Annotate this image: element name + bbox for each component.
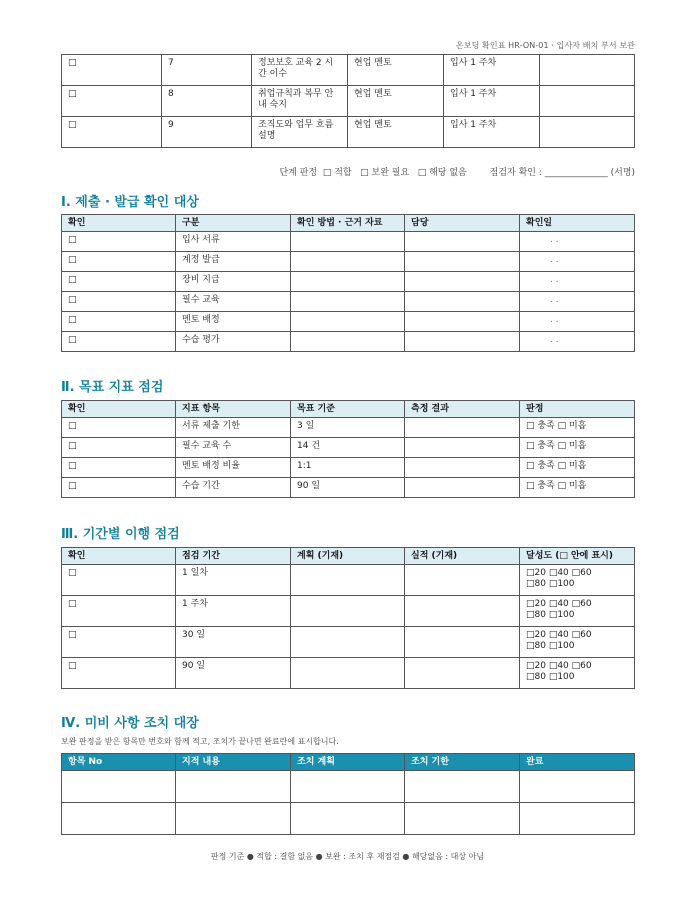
owner-cell[interactable] — [405, 252, 520, 272]
column-header: 측정 결과 — [405, 401, 520, 418]
item-no: 8 — [162, 86, 252, 117]
achievement-line: □80 □100 — [526, 579, 575, 589]
method-cell[interactable] — [291, 252, 405, 272]
checkbox-cell[interactable]: □ — [62, 478, 176, 498]
stage-judgement-line: 단계 판정 □ 적합 □ 보완 필요 □ 해당 없음 점검자 확인 : ______________ (서명) — [279, 168, 635, 178]
item-deadline: 입사 1 주차 — [444, 117, 540, 148]
category-cell: 필수 교육 — [176, 292, 291, 312]
date-cell[interactable]: . . — [520, 292, 635, 312]
action-deadline-cell[interactable] — [405, 771, 520, 803]
period-cell: 1 주차 — [176, 596, 291, 627]
achievement-line: □80 □100 — [526, 610, 575, 620]
method-cell[interactable] — [291, 232, 405, 252]
table-row — [62, 292, 635, 312]
checkbox-cell[interactable]: □ — [62, 55, 162, 86]
checkbox-cell[interactable]: □ — [62, 596, 176, 627]
column-header: 확인 — [62, 548, 176, 565]
achievement-line: □20 □40 □60 — [526, 568, 592, 578]
table-row — [62, 658, 635, 689]
table-row — [62, 55, 635, 86]
period-check-table — [61, 547, 635, 689]
column-header: 지적 내용 — [176, 754, 291, 771]
table-header-row — [62, 548, 635, 565]
document-reference: 온보딩 확인표 HR-ON-01 · 입사자 배치 부서 보관 — [455, 41, 635, 50]
category-cell: 입사 서류 — [176, 232, 291, 252]
action-plan-cell[interactable] — [291, 771, 405, 803]
table-row — [62, 418, 635, 438]
table-row — [62, 332, 635, 352]
submission-table — [61, 214, 635, 352]
achievement-line: □20 □40 □60 — [526, 599, 592, 609]
metric-cell: 수습 기간 — [176, 478, 291, 498]
period-cell: 1 일차 — [176, 565, 291, 596]
item-extra — [540, 117, 635, 148]
result-cell[interactable] — [405, 418, 520, 438]
column-header: 계획 (기재) — [291, 548, 405, 565]
date-cell[interactable]: . . — [520, 332, 635, 352]
section-title: Ⅳ. 미비 사항 조치 대장 — [61, 716, 199, 731]
table-row — [62, 312, 635, 332]
section-note: 보완 판정을 받은 항목만 번호와 함께 적고, 조치가 끝나면 완료란에 표시합니다. — [61, 737, 339, 746]
top-checklist-table — [61, 54, 635, 148]
table-row — [62, 117, 635, 148]
section-title: Ⅰ. 제출 · 발급 확인 대상 — [61, 195, 199, 210]
category-cell: 멘토 배정 — [176, 312, 291, 332]
result-cell[interactable] — [405, 438, 520, 458]
item-owner: 현업 멘토 — [348, 86, 444, 117]
item-desc: 조직도와 업무 흐름 설명 — [252, 117, 348, 148]
column-header: 확인 방법 · 근거 자료 — [291, 215, 405, 232]
action-deadline-cell[interactable] — [405, 803, 520, 835]
column-header: 점검 기간 — [176, 548, 291, 565]
checkbox-cell[interactable]: □ — [62, 292, 176, 312]
checkbox-cell[interactable]: □ — [62, 117, 162, 148]
target-metrics-table — [61, 400, 635, 498]
column-header: 조치 계획 — [291, 754, 405, 771]
plan-cell[interactable] — [291, 565, 405, 596]
column-header: 확인 — [62, 401, 176, 418]
owner-cell[interactable] — [405, 272, 520, 292]
owner-cell[interactable] — [405, 312, 520, 332]
column-header: 확인 — [62, 215, 176, 232]
checkbox-cell[interactable]: □ — [62, 86, 162, 117]
item-owner: 현업 멘토 — [348, 55, 444, 86]
date-cell[interactable]: . . — [520, 232, 635, 252]
achievement-line: □20 □40 □60 — [526, 630, 592, 640]
actual-cell[interactable] — [405, 596, 520, 627]
date-cell[interactable]: . . — [520, 252, 635, 272]
item-no: 9 — [162, 117, 252, 148]
target-cell: 3 일 — [291, 418, 405, 438]
checkbox-cell[interactable]: □ — [62, 272, 176, 292]
checkbox-cell[interactable]: □ — [62, 252, 176, 272]
plan-cell[interactable] — [291, 627, 405, 658]
period-cell: 90 일 — [176, 658, 291, 689]
item-extra — [540, 55, 635, 86]
item-owner: 현업 멘토 — [348, 117, 444, 148]
target-cell: 14 건 — [291, 438, 405, 458]
column-header: 목표 기준 — [291, 401, 405, 418]
owner-cell[interactable] — [405, 292, 520, 312]
category-cell: 장비 지급 — [176, 272, 291, 292]
owner-cell[interactable] — [405, 232, 520, 252]
achievement-line: □80 □100 — [526, 641, 575, 651]
owner-cell[interactable] — [405, 332, 520, 352]
item-no-cell[interactable] — [62, 803, 176, 835]
checkbox-cell[interactable]: □ — [62, 458, 176, 478]
checkbox-cell[interactable]: □ — [62, 658, 176, 689]
table-header-row — [62, 401, 635, 418]
method-cell[interactable] — [291, 332, 405, 352]
item-no: 7 — [162, 55, 252, 86]
plan-cell[interactable] — [291, 658, 405, 689]
actual-cell[interactable] — [405, 627, 520, 658]
date-cell[interactable]: . . — [520, 272, 635, 292]
achievement-cell[interactable] — [520, 627, 635, 658]
table-header-row — [62, 215, 635, 232]
category-cell: 계정 발급 — [176, 252, 291, 272]
deficiency-action-table — [61, 753, 635, 835]
achievement-cell[interactable] — [520, 596, 635, 627]
column-header: 완료 — [520, 754, 635, 771]
section-title: Ⅱ. 목표 지표 점검 — [61, 380, 164, 395]
achievement-line: □80 □100 — [526, 672, 575, 682]
table-row — [62, 232, 635, 252]
target-cell: 1:1 — [291, 458, 405, 478]
column-header: 달성도 (□ 안에 표시) — [520, 548, 635, 565]
checkbox-cell[interactable]: □ — [62, 332, 176, 352]
achievement-cell[interactable] — [520, 565, 635, 596]
column-header: 구분 — [176, 215, 291, 232]
table-row — [62, 478, 635, 498]
item-desc: 정보보호 교육 2 시간 이수 — [252, 55, 348, 86]
result-cell[interactable] — [405, 478, 520, 498]
table-row — [62, 803, 635, 835]
item-desc: 취업규칙과 복무 안내 숙지 — [252, 86, 348, 117]
checkbox-cell[interactable]: □ — [62, 565, 176, 596]
metric-cell: 서류 제출 기한 — [176, 418, 291, 438]
verdict-cell[interactable]: □ 충족 □ 미흡 — [520, 438, 635, 458]
column-header: 판정 — [520, 401, 635, 418]
issue-cell[interactable] — [176, 803, 291, 835]
table-row — [62, 458, 635, 478]
target-cell: 90 일 — [291, 478, 405, 498]
table-row — [62, 596, 635, 627]
method-cell[interactable] — [291, 272, 405, 292]
table-header-row — [62, 754, 635, 771]
item-extra — [540, 86, 635, 117]
checkbox-cell[interactable]: □ — [62, 627, 176, 658]
item-no-cell[interactable] — [62, 771, 176, 803]
column-header: 담당 — [405, 215, 520, 232]
table-row — [62, 627, 635, 658]
column-header: 조치 기한 — [405, 754, 520, 771]
achievement-cell[interactable] — [520, 658, 635, 689]
column-header: 확인일 — [520, 215, 635, 232]
item-deadline: 입사 1 주차 — [444, 55, 540, 86]
metric-cell: 멘토 배정 비율 — [176, 458, 291, 478]
action-plan-cell[interactable] — [291, 803, 405, 835]
column-header: 실적 (기재) — [405, 548, 520, 565]
plan-cell[interactable] — [291, 596, 405, 627]
verdict-cell[interactable]: □ 충족 □ 미흡 — [520, 418, 635, 438]
checkbox-cell[interactable]: □ — [62, 232, 176, 252]
actual-cell[interactable] — [405, 658, 520, 689]
table-row — [62, 252, 635, 272]
method-cell[interactable] — [291, 292, 405, 312]
verdict-cell[interactable]: □ 충족 □ 미흡 — [520, 478, 635, 498]
checkbox-cell[interactable]: □ — [62, 418, 176, 438]
column-header: 지표 항목 — [176, 401, 291, 418]
actual-cell[interactable] — [405, 565, 520, 596]
table-row — [62, 86, 635, 117]
completion-cell[interactable] — [520, 803, 635, 835]
completion-cell[interactable] — [520, 771, 635, 803]
checkbox-cell[interactable]: □ — [62, 312, 176, 332]
column-header: 항목 No — [62, 754, 176, 771]
issue-cell[interactable] — [176, 771, 291, 803]
method-cell[interactable] — [291, 312, 405, 332]
metric-cell: 필수 교육 수 — [176, 438, 291, 458]
table-row — [62, 565, 635, 596]
table-row — [62, 272, 635, 292]
section-title: Ⅲ. 기간별 이행 점검 — [61, 527, 180, 542]
judgement-criteria-footer: 판정 기준 ● 적합 : 결함 없음 ● 보완 : 조치 후 재점검 ● 해당없음 : 대상 아님 — [210, 852, 485, 861]
verdict-cell[interactable]: □ 충족 □ 미흡 — [520, 458, 635, 478]
category-cell: 수습 평가 — [176, 332, 291, 352]
date-cell[interactable]: . . — [520, 312, 635, 332]
item-deadline: 입사 1 주차 — [444, 86, 540, 117]
achievement-line: □20 □40 □60 — [526, 661, 592, 671]
table-row — [62, 771, 635, 803]
checkbox-cell[interactable]: □ — [62, 438, 176, 458]
table-row — [62, 438, 635, 458]
period-cell: 30 일 — [176, 627, 291, 658]
result-cell[interactable] — [405, 458, 520, 478]
